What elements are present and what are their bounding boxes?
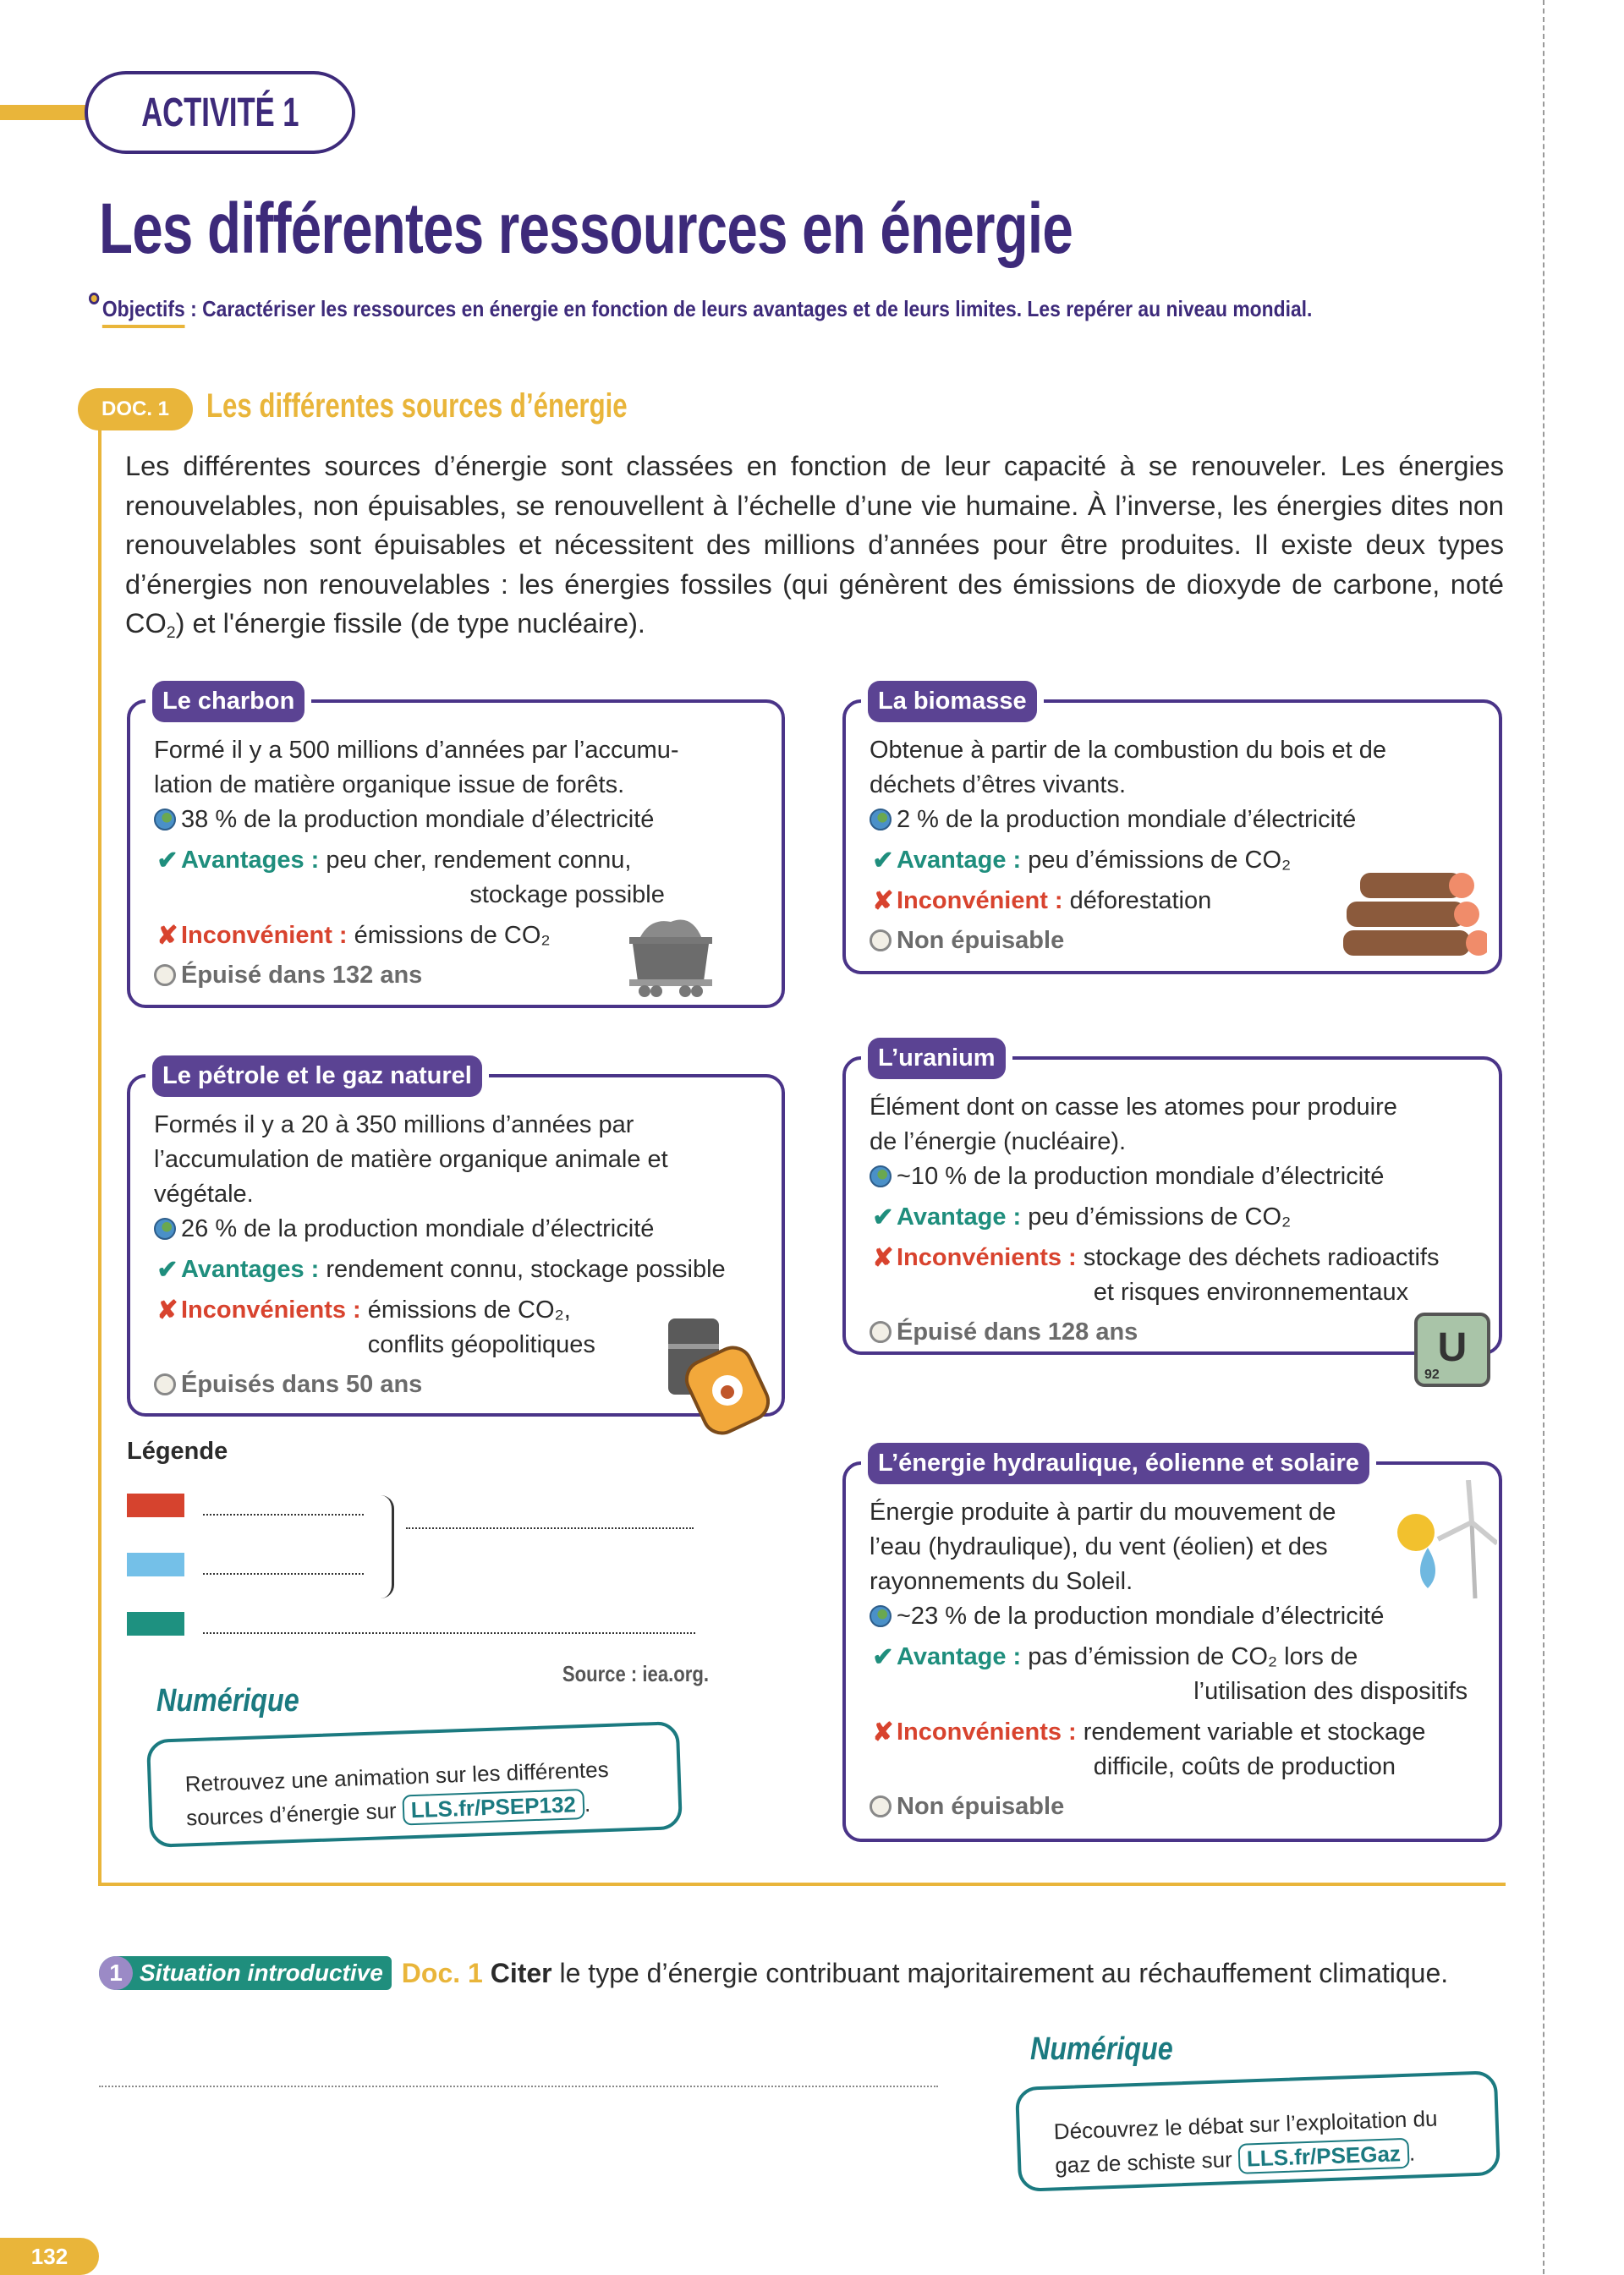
para-sub: 2 [166,622,176,642]
card-stat: ~10 % de la production mondiale d’électricité [897,1163,1385,1190]
card-description: l’accumulation de matière organique animale et [154,1146,668,1173]
advantage-label: Avantages : [181,847,320,874]
card-description: lation de matière organique issue de forêts. [154,771,625,798]
accent-bar [0,105,89,120]
card-description: Obtenue à partir de la combustion du bois et de [870,737,1386,764]
check-icon: ✔ [872,1643,894,1671]
question-badge-label: Situation introductive [140,1960,383,1986]
question-verb: Citer [490,1958,552,1988]
inconvenient-text: conflits géopolitiques [367,1331,595,1358]
legend-blank-2[interactable] [203,1573,364,1575]
card-stat: ~23 % de la production mondiale d’électricité [897,1603,1385,1630]
card-description: de l’énergie (nucléaire). [870,1128,1127,1155]
advantage-text: stockage possible [469,881,665,908]
inconvenient-text: stockage des déchets radioactifs [1083,1244,1440,1271]
advantage-text: pas d’émission de CO₂ lors de [1028,1643,1358,1670]
uranium-element-icon [1414,1313,1490,1387]
cross-icon: ✘ [872,1719,894,1746]
inconvenient-text: émissions de CO₂, [367,1296,571,1324]
question-badge [99,1956,392,1990]
card-description: déchets d’êtres vivants. [870,771,1127,798]
inconvenient-text: émissions de CO₂ [354,922,551,949]
card-description: Formés il y a 20 à 350 millions d’années par [154,1111,634,1138]
card-description: Élément dont on casse les atomes pour produire [870,1094,1397,1121]
card-label: Le charbon [152,681,304,722]
card-label: Le pétrole et le gaz naturel [152,1055,482,1097]
question-number: 1 [99,1956,133,1990]
card-duration: Épuisé dans 132 ans [181,962,423,989]
globe-icon [154,1218,176,1240]
card-duration: Épuisé dans 128 ans [897,1318,1138,1346]
inconvenient-text: rendement variable et stockage [1083,1719,1426,1746]
objectives-label: Objectifs [102,296,185,328]
numerique-end: . [1408,2140,1416,2166]
advantage-text: rendement connu, stockage possible [326,1256,726,1283]
check-icon: ✔ [872,1203,894,1231]
oil-gas-icon [660,1310,770,1437]
advantage-text: peu d’émissions de CO₂ [1028,1203,1292,1231]
advantage-label: Avantage : [897,1203,1022,1231]
card-biomasse [842,688,1502,974]
advantage-label: Avantage : [897,1643,1022,1670]
legend-title: Légende [127,1438,228,1465]
answer-line[interactable] [99,2086,938,2087]
numerique-title: Numérique [156,1683,299,1719]
inconvenient-text: difficile, coûts de production [1093,1753,1396,1780]
card-description: végétale. [154,1181,254,1208]
legend-blank-group[interactable] [406,1527,694,1529]
numerique-link[interactable]: LLS.fr/PSEGaz [1237,2138,1409,2174]
inconvenient-label: Inconvénient : [181,922,348,949]
stopwatch-icon [870,929,892,951]
globe-icon [870,1605,892,1627]
stopwatch-icon [870,1795,892,1817]
numerique-link[interactable]: LLS.fr/PSEP132 [402,1789,584,1825]
cross-icon: ✘ [156,1296,178,1324]
para-text: Les différentes sources d’énergie sont classées en fonction de leur capacité à se renouveler. Les énergies renouvelables, non épuisables, se renouvellent à l’échelle d’une vie humaine. À l’inverse, les énergies dites non renouvelables sont épuisables et nécessitent des millions d’années pour être produites. Il existe deux types d’énergies non renouvelables : les énergies fossiles (qui génèrent des émissions de dioxyde de carbone, noté CO [125,451,1504,639]
numerique-text: Découvrez le débat sur l’exploitation du gaz de schiste sur [1053,2105,1438,2179]
check-icon: ✔ [156,847,178,874]
card-charbon [127,688,785,1008]
card-description: Formé il y a 500 millions d’années par l’accumu- [154,737,679,764]
doc-title: Les différentes sources d’énergie [206,387,628,425]
advantage-label: Avantage : [897,847,1022,874]
card-label: La biomasse [868,681,1037,722]
card-description: Énergie produite à partir du mouvement de [870,1499,1336,1526]
check-icon: ✔ [872,847,894,874]
legend-swatch-red [127,1494,184,1517]
numerique-body [1015,2070,1501,2192]
cross-icon: ✘ [156,922,178,950]
inconvenient-text: et risques environnementaux [1093,1279,1409,1306]
inconvenient-label: Inconvénient : [897,887,1063,914]
question-1 [99,1954,1452,1993]
cross-icon: ✘ [872,887,894,915]
stopwatch-icon [154,964,176,986]
page-number: 132 [0,2238,99,2275]
doc-paragraph [125,447,1504,644]
element-symbol: U [1437,1325,1468,1370]
check-icon: ✔ [156,1256,178,1284]
page-title: Les différentes ressources en énergie [99,189,1073,268]
activity-badge: ACTIVITÉ 1 [85,71,355,154]
card-description: l’eau (hydraulique), du vent (éolien) et des [870,1533,1328,1560]
globe-icon [870,809,892,831]
advantage-text: peu cher, rendement connu, [326,847,632,874]
numerique-text: Retrouvez une animation sur les différentes sources d’énergie sur [184,1756,610,1831]
advantage-text: l’utilisation des dispositifs [1193,1678,1468,1705]
stopwatch-icon [870,1321,892,1343]
para-text-end: ) et l'énergie fissile (de type nucléaire). [175,608,645,639]
numerique-end: . [584,1790,591,1817]
card-label: L’uranium [868,1038,1006,1079]
globe-icon [154,809,176,831]
doc-border-bottom [98,1883,1506,1886]
pin-icon [89,293,99,304]
sun-wind-water-icon [1387,1480,1497,1607]
cut-line [1543,0,1544,2274]
objectives-text: : Caractériser les ressources en énergie en fonction de leurs avantages et de leurs limites. Les repérer au niveau mondial. [184,296,1313,321]
card-stat: 2 % de la production mondiale d’électricité [897,806,1357,833]
card-duration: Non épuisable [897,927,1065,954]
coal-cart-icon [624,913,717,998]
globe-icon [870,1165,892,1187]
source: Source : iea.org. [562,1661,709,1686]
element-number: 92 [1424,1368,1440,1382]
objectives [89,296,1312,322]
card-duration: Non épuisable [897,1793,1065,1820]
legend-swatch-green [127,1612,184,1636]
legend-blank-1[interactable] [203,1514,364,1516]
card-duration: Épuisés dans 50 ans [181,1371,423,1398]
card-uranium [842,1044,1502,1382]
numerique-body [146,1721,683,1848]
stopwatch-icon [154,1373,176,1395]
inconvenient-label: Inconvénients : [897,1719,1077,1746]
card-hydro [842,1450,1502,1842]
question-doc-ref: Doc. 1 [401,1958,483,1988]
inconvenient-label: Inconvénients : [181,1296,361,1324]
cross-icon: ✘ [872,1244,894,1272]
legend-blank-3[interactable] [203,1632,695,1634]
card-stat: 38 % de la production mondiale d’électricité [181,806,655,833]
question-text: le type d’énergie contribuant majoritairement au réchauffement climatique. [551,1958,1449,1988]
card-stat: 26 % de la production mondiale d’électricité [181,1215,655,1242]
advantage-text: peu d’émissions de CO₂ [1028,847,1292,874]
brace [374,1495,394,1598]
doc-badge: DOC. 1 [78,388,193,430]
inconvenient-label: Inconvénients : [897,1244,1077,1271]
numerique-title: Numérique [1030,2031,1173,2067]
advantage-label: Avantages : [181,1256,320,1283]
inconvenient-text: déforestation [1069,887,1212,914]
legend-swatch-blue [127,1553,184,1576]
card-petrole [127,1062,785,1417]
card-description: rayonnements du Soleil. [870,1568,1133,1595]
wood-logs-icon [1343,869,1487,962]
card-label: L’énergie hydraulique, éolienne et solaire [868,1443,1369,1484]
doc-border-left [98,428,102,1886]
